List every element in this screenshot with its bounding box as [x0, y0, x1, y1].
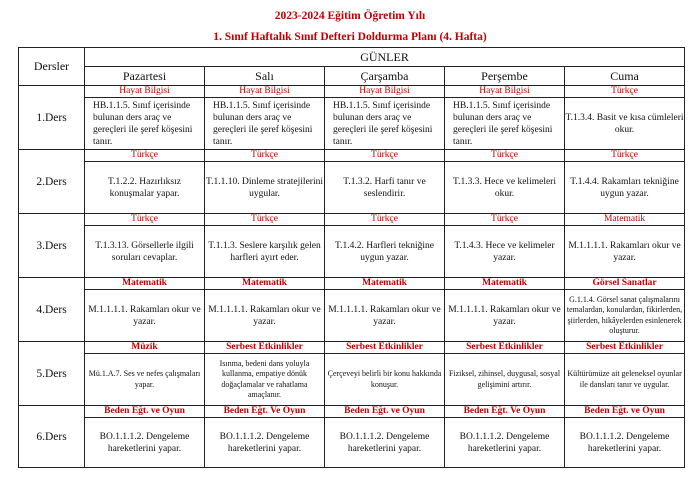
subject-label: Matematik — [85, 278, 205, 290]
subject-label: Beden Eğt. ve Oyun — [565, 406, 685, 418]
day-header-monday: Pazartesi — [85, 67, 205, 86]
subject-label: Beden Eğt. ve Oyun — [85, 406, 205, 418]
lesson-content: Kültürümüze ait geleneksel oyunlar ile dansları tanır ve uygular. — [565, 354, 685, 406]
subject-label: Türkçe — [565, 86, 685, 98]
lesson-content: HB.1.1.5. Sınıf içerisinde bulunan ders araç ve gereçleri ile şeref köşesini tanır. — [445, 98, 565, 150]
plan-title: 1. Sınıf Haftalık Sınıf Defteri Doldurma Planı (4. Hafta) — [213, 31, 487, 43]
lesson-content: Çerçeveyi belirli bir konu hakkında konuşur. — [325, 354, 445, 406]
lesson-content: BO.1.1.1.2. Dengeleme hareketlerini yapar. — [565, 418, 685, 468]
lesson-content: T.1.3.2. Harfi tanır ve seslendirir. — [325, 162, 445, 214]
subject-label: Serbest Etkinlikler — [205, 342, 325, 354]
lesson-content: T.1.3.4. Basit ve kısa cümleleri okur. — [565, 98, 685, 150]
subject-label: Serbest Etkinlikler — [325, 342, 445, 354]
lesson-content: T.1.3.3. Hece ve kelimeleri okur. — [445, 162, 565, 214]
lesson-content: M.1.1.1.1. Rakamları okur ve yazar. — [445, 290, 565, 342]
subject-label: Türkçe — [205, 150, 325, 162]
lesson-content: T.1.1.3. Seslere karşılık gelen harfleri ayırt eder. — [205, 226, 325, 278]
lesson-label: 4.Ders — [19, 278, 85, 342]
lesson-content: Fiziksel, zihinsel, duygusal, sosyal gelişimini artırır. — [445, 354, 565, 406]
lesson-label: 6.Ders — [19, 406, 85, 468]
lesson-content: M.1.1.1.1. Rakamları okur ve yazar. — [565, 226, 685, 278]
subject-label: Türkçe — [445, 214, 565, 226]
lesson-content: Mü.1.A.7. Ses ve nefes çalışmaları yapar. — [85, 354, 205, 406]
lesson-content: G.1.1.4. Görsel sanat çalışmalarını temalardan, konulardan, fikirlerden, şiirlerden, hikâyelerden esinlenerek oluşturur. — [565, 290, 685, 342]
lesson-content: HB.1.1.5. Sınıf içerisinde bulunan ders araç ve gereçleri ile şeref köşesini tanır. — [205, 98, 325, 150]
gunler-header: GÜNLER — [85, 48, 685, 67]
subject-label: Beden Eğt. Ve Oyun — [205, 406, 325, 418]
subject-label: Görsel Sanatlar — [565, 278, 685, 290]
subject-label: Matematik — [325, 278, 445, 290]
lesson-content: BO.1.1.1.2. Dengeleme hareketlerini yapar. — [205, 418, 325, 468]
lesson-content: T.1.1.10. Dinleme stratejilerini uygular. — [205, 162, 325, 214]
subject-label: Türkçe — [205, 214, 325, 226]
subject-label: Hayat Bilgisi — [325, 86, 445, 98]
lesson-content: T.1.3.13. Görsellerle ilgili soruları cevaplar. — [85, 226, 205, 278]
lesson-content: HB.1.1.5. Sınıf içerisinde bulunan ders araç ve gereçleri ile şeref köşesini tanır. — [325, 98, 445, 150]
lesson-label: 2.Ders — [19, 150, 85, 214]
subject-label: Türkçe — [85, 214, 205, 226]
lesson-content: BO.1.1.1.2. Dengeleme hareketlerini yapar. — [325, 418, 445, 468]
lesson-content: Isınma, bedeni dans yoluyla kullanma, empatiye dönük doğaçlamalar ve rahatlama amaçlanır. — [205, 354, 325, 406]
lesson-label: 5.Ders — [19, 342, 85, 406]
day-header-friday: Cuma — [565, 67, 685, 86]
year-title: 2023-2024 Eğitim Öğretim Yılı — [274, 10, 426, 22]
lesson-content: BO.1.1.1.2. Dengeleme hareketlerini yapar. — [85, 418, 205, 468]
subject-label: Türkçe — [85, 150, 205, 162]
lesson-content: T.1.2.2. Hazırlıksız konuşmalar yapar. — [85, 162, 205, 214]
lesson-content: M.1.1.1.1. Rakamları okur ve yazar. — [205, 290, 325, 342]
lesson-content: T.1.4.4. Rakamları tekniğine uygun yazar. — [565, 162, 685, 214]
subject-label: Serbest Etkinlikler — [565, 342, 685, 354]
lesson-content: HB.1.1.5. Sınıf içerisinde bulunan ders araç ve gereçleri ile şeref köşesini tanır. — [85, 98, 205, 150]
day-header-tuesday: Salı — [205, 67, 325, 86]
subject-label: Türkçe — [565, 150, 685, 162]
lesson-content: M.1.1.1.1. Rakamları okur ve yazar. — [85, 290, 205, 342]
weekly-plan-table — [18, 47, 685, 468]
subject-label: Türkçe — [325, 150, 445, 162]
subject-label: Beden Eğt. ve Oyun — [325, 406, 445, 418]
dersler-header: Dersler — [19, 48, 85, 86]
subject-label: Hayat Bilgisi — [445, 86, 565, 98]
day-header-wednesday: Çarşamba — [325, 67, 445, 86]
lesson-content: M.1.1.1.1. Rakamları okur ve yazar. — [325, 290, 445, 342]
subject-label: Matematik — [445, 278, 565, 290]
lesson-content: T.1.4.2. Harfleri tekniğine uygun yazar. — [325, 226, 445, 278]
lesson-content: T.1.4.3. Hece ve kelimeler yazar. — [445, 226, 565, 278]
lesson-label: 3.Ders — [19, 214, 85, 278]
subject-label: Hayat Bilgisi — [205, 86, 325, 98]
subject-label: Türkçe — [445, 150, 565, 162]
lesson-label: 1.Ders — [19, 86, 85, 150]
subject-label: Matematik — [565, 214, 685, 226]
subject-label: Hayat Bilgisi — [85, 86, 205, 98]
day-header-thursday: Perşembe — [445, 67, 565, 86]
lesson-content: BO.1.1.1.2. Dengeleme hareketlerini yapar. — [445, 418, 565, 468]
subject-label: Beden Eğt. Ve Oyun — [445, 406, 565, 418]
subject-label: Müzik — [85, 342, 205, 354]
subject-label: Serbest Etkinlikler — [445, 342, 565, 354]
subject-label: Matematik — [205, 278, 325, 290]
subject-label: Türkçe — [325, 214, 445, 226]
